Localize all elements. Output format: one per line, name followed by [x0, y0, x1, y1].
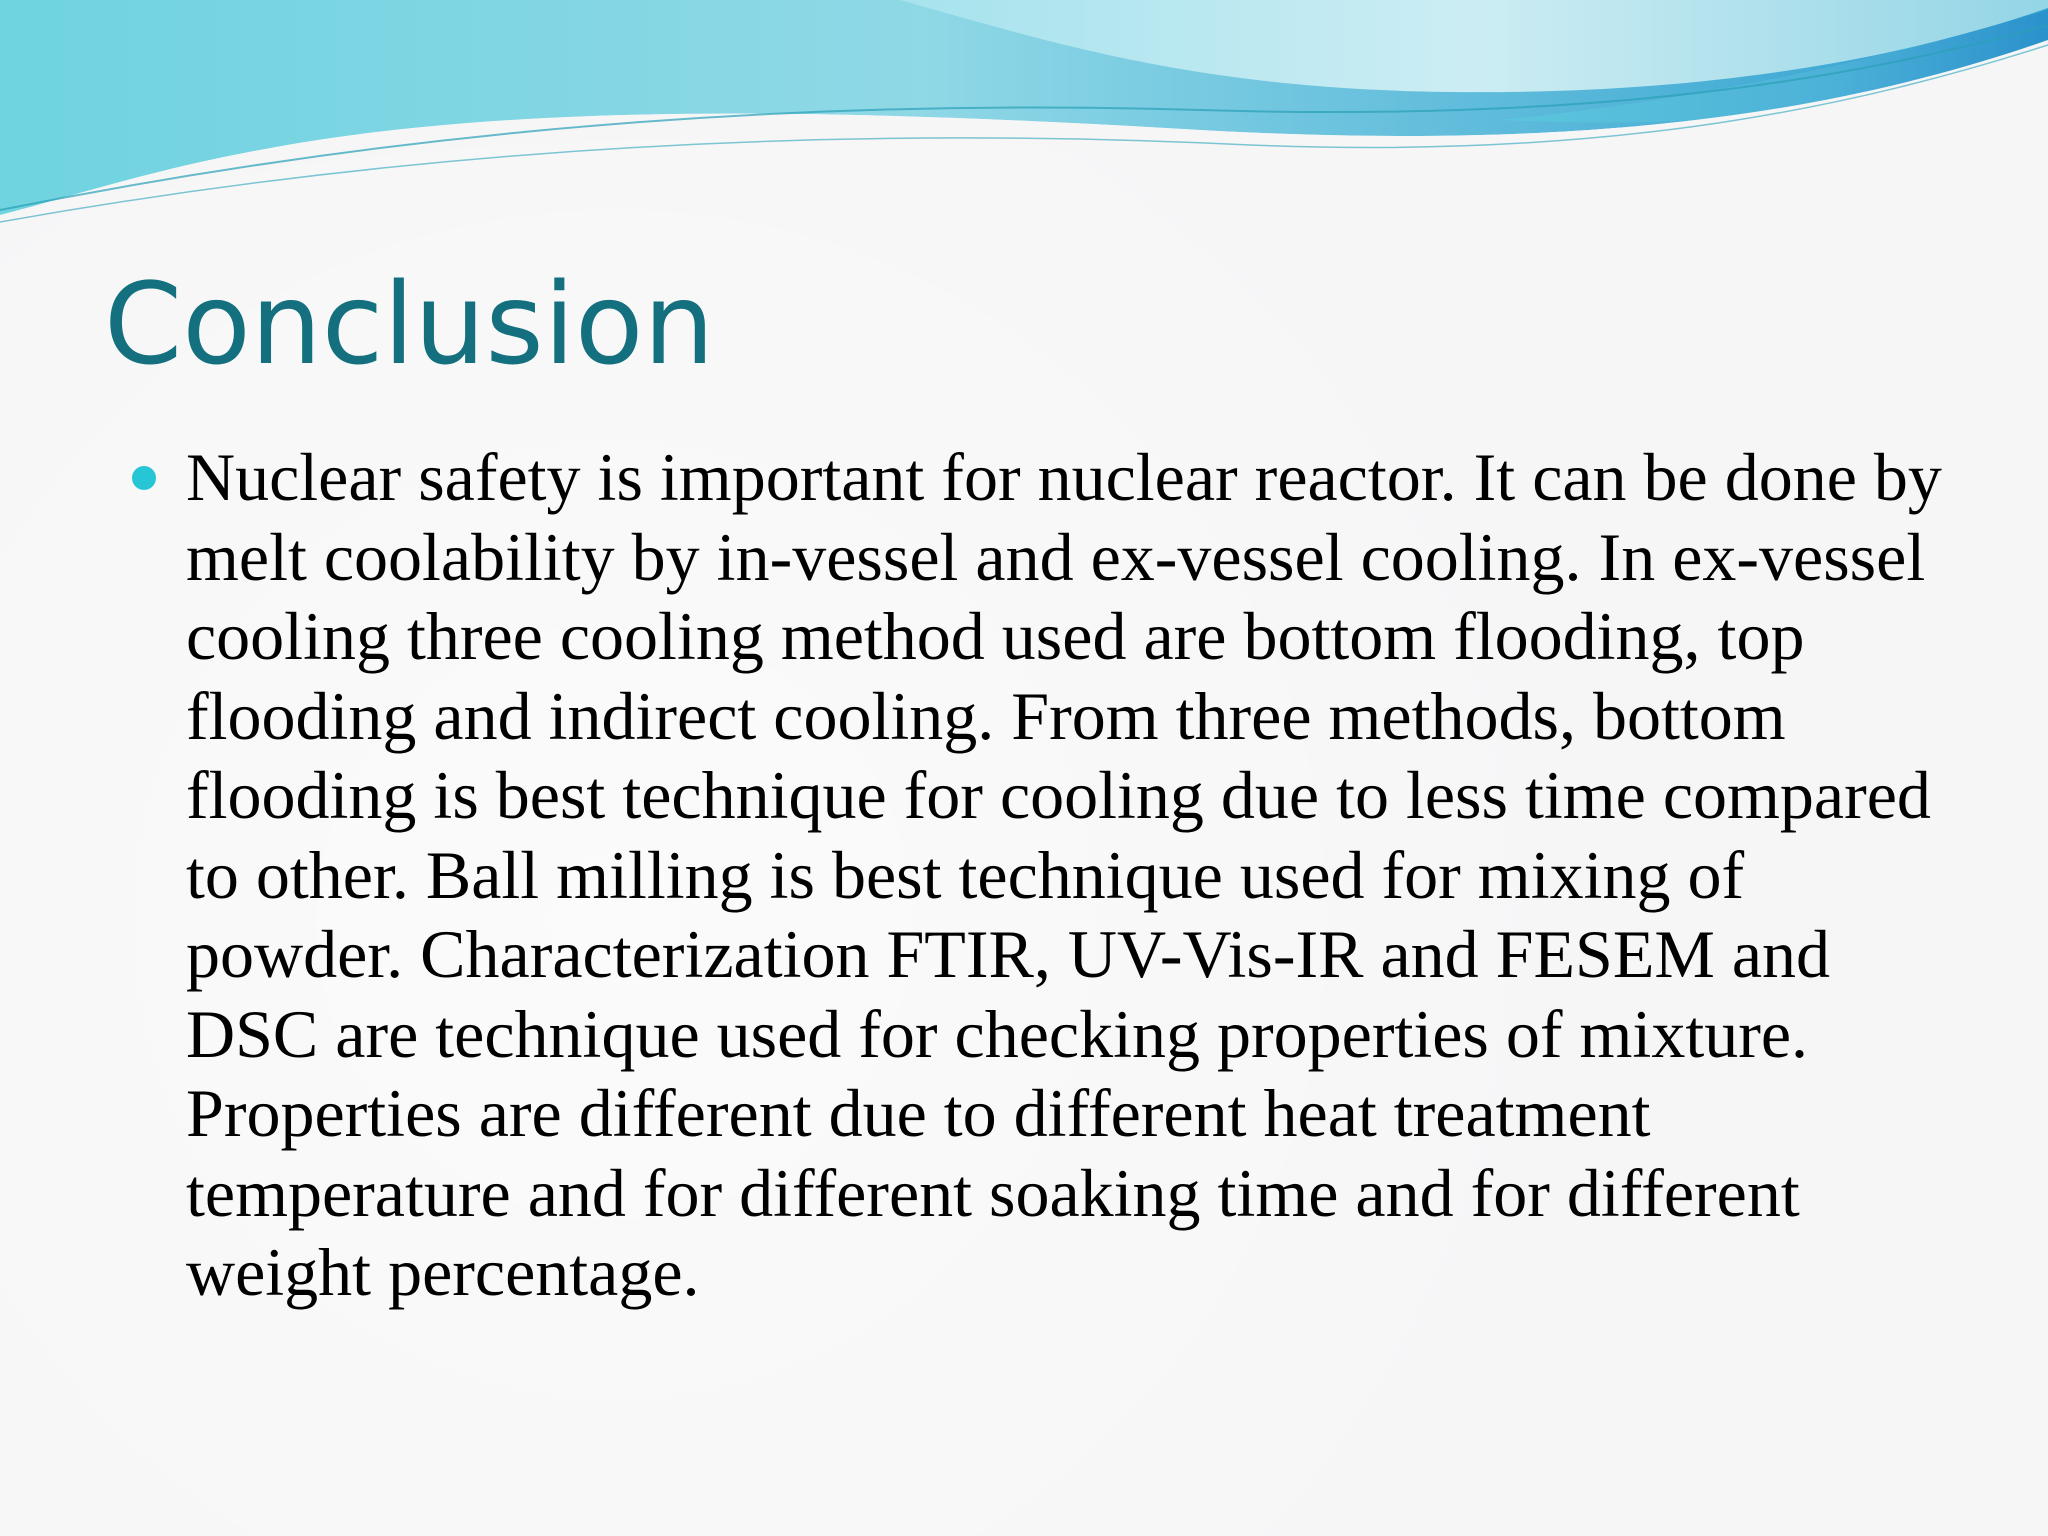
bullet-item	[124, 438, 1954, 1313]
wave-header-decoration	[0, 0, 2048, 240]
bullet-dot-icon	[132, 466, 156, 490]
bullet-list	[124, 438, 1954, 1313]
bullet-text: Nuclear safety is important for nuclear reactor. It can be done by melt coolability by in-vessel and ex-vessel cooling. In ex-vessel cooling three cooling method used are bottom flooding, top flooding and indirect cooling. From three methods, bottom flooding is best technique for cooling due to less time compared to other. Ball milling is best technique used for mixing of powder. Characterization FTIR, UV-Vis-IR and FESEM and DSC are technique used for checking properties of mixture. Properties are different due to different heat treatment temperature and for different soaking time and for different weight percentage.	[186, 439, 1942, 1310]
slide-title: Conclusion	[104, 260, 715, 390]
